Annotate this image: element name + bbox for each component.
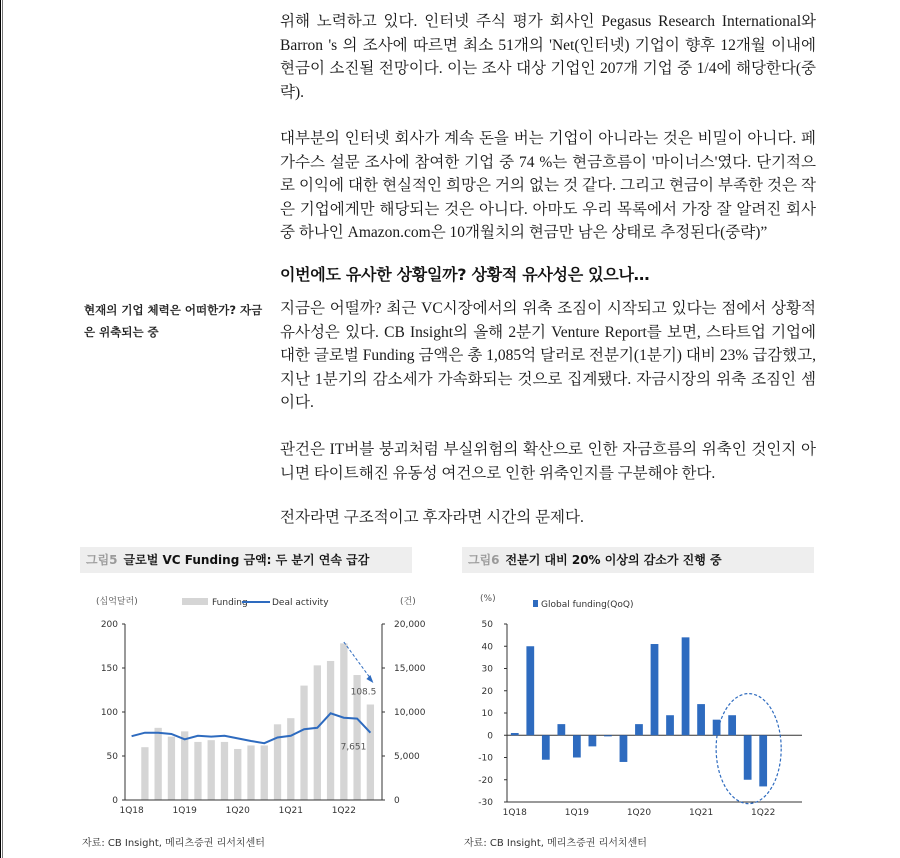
y-tick: 0 bbox=[487, 731, 493, 742]
qoq-bar bbox=[620, 735, 628, 762]
y-tick: -20 bbox=[478, 775, 493, 786]
figure6-title-bar bbox=[462, 547, 814, 573]
funding-bar bbox=[340, 643, 347, 800]
figure5-title: 글로벌 VC Funding 금액: 두 분기 연속 급감 bbox=[123, 553, 370, 567]
chart-global-funding-qoq bbox=[462, 585, 822, 825]
funding-bar bbox=[221, 742, 228, 800]
funding-bar bbox=[234, 749, 241, 800]
qoq-bar bbox=[759, 735, 767, 786]
y-right-tick: 5,000 bbox=[394, 752, 420, 762]
qoq-bar bbox=[557, 724, 565, 735]
left-unit-label: (십억달러) bbox=[96, 597, 138, 607]
qoq-bar bbox=[666, 715, 674, 735]
paragraph-2: 대부분의 인터넷 회사가 계속 돈을 버는 기업이 아니라는 것은 비밀이 아니다. 페가수스 설문 조사에 참여한 기업 중 74 %는 현금흐름이 '마이너스'였다. 단기적으로 이익에 대한 현실적인 희망은 거의 없는 것 같다. 그리고 현금이 부족한 것은 작은 기업에게만 해당되는 것은 아니다. 아마도 우리 목록에서 가장 잘 알려진 회사 중 하나인 Amazon.com은 10개월치의 현금만 남은 상태로 추정된다(중략)” bbox=[280, 130, 816, 241]
qoq-bar bbox=[573, 735, 581, 757]
y-left-tick: 200 bbox=[100, 620, 118, 630]
y-right-tick: 20,000 bbox=[394, 620, 426, 630]
deal-activity-line bbox=[132, 713, 371, 743]
qoq-bar bbox=[682, 637, 690, 735]
y-tick: 20 bbox=[481, 686, 493, 697]
y-left-tick: 150 bbox=[100, 664, 118, 674]
figure6-number: 그림6 bbox=[468, 553, 500, 567]
y-tick: -10 bbox=[478, 753, 493, 764]
chart-vc-funding bbox=[80, 585, 430, 825]
chart-vc-funding-svg bbox=[80, 585, 430, 825]
qoq-bar bbox=[526, 646, 534, 735]
chart-global-funding-qoq-svg bbox=[462, 585, 822, 825]
qoq-bar bbox=[651, 644, 659, 735]
y-tick: 50 bbox=[481, 620, 493, 630]
figure6-source: 자료: CB Insight, 메리츠증권 리서치센터 bbox=[464, 838, 647, 849]
y-right-tick: 15,000 bbox=[394, 664, 426, 674]
x-tick-label: 1Q18 bbox=[502, 808, 527, 818]
qoq-bar bbox=[728, 715, 736, 735]
qoq-bar bbox=[604, 735, 612, 736]
annotation-deals: 7,651 bbox=[340, 742, 367, 753]
paragraph-5: 전자라면 구조적이고 후자라면 시간의 문제다. bbox=[280, 509, 584, 526]
y-right-tick: 10,000 bbox=[394, 708, 426, 718]
y-tick: 30 bbox=[481, 664, 493, 675]
qoq-bar bbox=[511, 733, 519, 735]
funding-bar bbox=[155, 728, 162, 800]
x-tick-label: 1Q18 bbox=[119, 806, 144, 816]
legend-funding: Funding bbox=[212, 598, 248, 608]
qoq-bar bbox=[542, 735, 550, 759]
trend-arrow-head bbox=[366, 675, 373, 683]
paragraph-3: 지금은 어떨까? 최근 VC시장에서의 위축 조짐이 시작되고 있다는 점에서 상황적 유사성은 있다. CB Insight의 올해 2분기 Venture Report를 보면, 스타트업 기업에 대한 글로벌 Funding 금액은 총 1,085억 달러로 전분기(1분기) 대비 23% 급감했고, 지난 1분기의 감소세가 가속화되는 것으로 집계됐다. 자금시장의 위축 조짐인 셈이다. bbox=[280, 300, 816, 411]
funding-bar bbox=[274, 724, 281, 800]
legend-deal-activity: Deal activity bbox=[272, 598, 329, 608]
right-unit-label: (건) bbox=[400, 597, 416, 607]
x-tick-label: 1Q20 bbox=[225, 806, 250, 816]
page-left-border-inner bbox=[2, 0, 3, 858]
funding-bar bbox=[327, 661, 334, 800]
qoq-bar bbox=[744, 735, 752, 780]
y-left-tick: 0 bbox=[112, 796, 118, 806]
y-left-tick: 100 bbox=[100, 708, 118, 718]
annotation-funding: 108.5 bbox=[350, 687, 377, 698]
funding-bar bbox=[314, 665, 321, 800]
x-tick-label: 1Q21 bbox=[688, 808, 714, 818]
x-tick-label: 1Q22 bbox=[331, 806, 356, 816]
figure6-title: 전분기 대비 20% 이상의 감소가 진행 중 bbox=[505, 553, 722, 567]
funding-bar bbox=[287, 718, 294, 800]
x-tick-label: 1Q21 bbox=[278, 806, 303, 816]
x-tick-label: 1Q22 bbox=[751, 808, 776, 818]
page-left-border bbox=[0, 0, 1, 858]
funding-bar bbox=[261, 745, 268, 800]
legend-swatch bbox=[533, 600, 538, 607]
x-tick-label: 1Q19 bbox=[564, 808, 590, 818]
funding-bar bbox=[208, 740, 215, 800]
paragraph-1: 위해 노력하고 있다. 인터넷 주식 평가 회사인 Pegasus Research International와 Barron 's 의 조사에 따르면 최소 51개의 'Net(인터넷) 기업이 향후 12개월 이내에 현금이 소진될 전망이다. 이는 조사 대상 기업인 207개 기업 중 1/4에 해당한다(중략). bbox=[280, 13, 816, 101]
x-tick-label: 1Q20 bbox=[626, 808, 652, 818]
unit-label: (%) bbox=[480, 594, 496, 604]
funding-bar bbox=[181, 731, 188, 800]
funding-bar bbox=[300, 686, 307, 800]
legend-swatch-funding bbox=[182, 598, 208, 605]
funding-bar bbox=[367, 705, 374, 800]
qoq-bar bbox=[589, 735, 597, 746]
qoq-bar bbox=[713, 720, 721, 736]
funding-bar bbox=[141, 747, 148, 800]
legend-global-funding: Global funding(QoQ) bbox=[541, 600, 634, 610]
qoq-bar bbox=[635, 724, 643, 735]
funding-bar bbox=[194, 742, 201, 800]
funding-bar bbox=[168, 737, 175, 800]
section-heading: 이번에도 유사한 상황일까? 상황적 유사성은 있으나… bbox=[280, 265, 650, 284]
y-tick: 40 bbox=[481, 642, 493, 653]
y-tick: -30 bbox=[478, 798, 493, 808]
y-left-tick: 50 bbox=[106, 752, 118, 762]
figure5-number: 그림5 bbox=[86, 553, 118, 567]
figure5-title-bar bbox=[80, 547, 412, 573]
paragraph-4: 관건은 IT버블 붕괴처럼 부실위험의 확산으로 인한 자금흐름의 위축인 것인지 아니면 타이트해진 유동성 여건으로 인한 위축인지를 구분해야 한다. bbox=[280, 441, 816, 482]
y-tick: 10 bbox=[481, 709, 493, 719]
figure5-source: 자료: CB Insight, 메리츠증권 리서치센터 bbox=[82, 838, 265, 849]
sidenote: 현재의 기업 체력은 어떠한가? 자금은 위축되는 중 bbox=[84, 303, 263, 339]
qoq-bar bbox=[697, 704, 705, 735]
x-tick-label: 1Q19 bbox=[172, 806, 197, 816]
funding-bar bbox=[247, 745, 254, 800]
y-right-tick: 0 bbox=[394, 796, 400, 806]
